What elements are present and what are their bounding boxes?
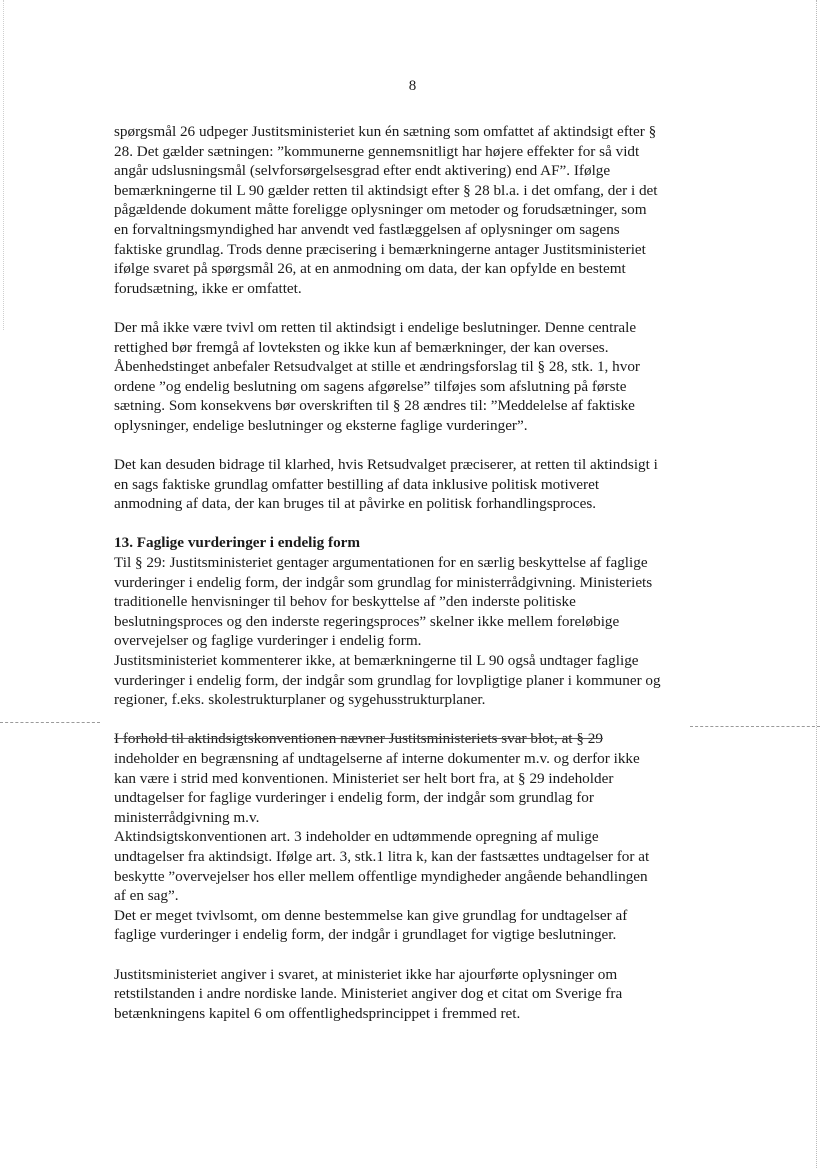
text-line: angår udslusningsmål (selvforsørgelsesgrad efter endt aktivering) end AF”. Ifølge [114,162,611,180]
text-line: ordene ”og endelig beslutning om sagens afgørelse” tilføjes som afslutning på første [114,377,627,395]
text-line: sætning. Som konsekvens bør overskriften til § 28 ændres til: ”Meddelelse af faktiske [114,397,635,415]
text-line: Aktindsigtskonventionen art. 3 indeholder en udtømmende opregning af mulige [114,828,599,846]
text-line: ifølge svaret på spørgsmål 26, at en anmodning om data, der kan opfylde en bestemt [114,260,626,278]
text-line: undtagelser for faglige vurderinger i endelig form, der indgår som grundlag for [114,789,594,807]
text-line: af en sag”. [114,887,179,905]
text-line: Der må ikke være tvivl om retten til aktindsigt i endelige beslutninger. Denne centrale [114,318,637,336]
paragraph-5 [114,729,714,945]
text-line: 28. Det gælder sætningen: ”kommunerne gennemsnitligt har højere effekter for så vidt [114,142,640,160]
text-line: Justitsministeriet kommenterer ikke, at bemærkningerne til L 90 også undtager faglige [114,652,639,670]
section-13 [114,533,714,709]
text-line: Det kan desuden bidrage til klarhed, hvis Retsudvalget præciserer, at retten til aktindsigt i [114,456,658,474]
text-line: Til § 29: Justitsministeriet gentager argumentationen for en særlig beskyttelse af faglige [114,554,648,572]
text-line: traditionelle henvisninger til behov for beskyttelse af ”den inderste politiske [114,593,576,611]
text-line: pågældende dokument måtte foreligge oplysninger om metoder og forudsætninger, som [114,201,647,219]
scan-edge-left [3,0,5,330]
text-line: retstilstanden i andre nordiske lande. Ministeriet angiver dog et citat om Sverige fra [114,985,623,1003]
text-line: regioner, f.eks. skolestrukturplaner og sygehusstrukturplaner. [114,691,486,709]
text-line: betænkningens kapitel 6 om offentlighedsprincippet i fremmed ret. [114,1004,521,1022]
text-line: bemærkningerne til L 90 gælder retten til aktindsigt efter § 28 bl.a. i det omfang, der i det [114,181,658,199]
page-number: 8 [408,78,417,94]
text-line: en sags faktiske grundlag omfatter bestilling af data inklusive politisk motiveret [114,475,600,493]
text-line: en forvaltningsmyndighed har anvendt ved fastlæggelsen af oplysninger om sagens [114,220,620,238]
section-heading: 13. Faglige vurderinger i endelig form [114,534,361,552]
text-line: undtagelser fra aktindsigt. Ifølge art. 3, stk.1 litra k, kan der fastsættes undtagelser for at [114,847,650,865]
text-line: Åbenhedstinget anbefaler Retsudvalget at stille et ændringsforslag til § 28, stk. 1, hvor [114,358,640,376]
paragraph-1 [114,122,714,298]
text-line: rettighed bør fremgå af lovteksten og ikke kun af bemærkninger, der kan overses. [114,338,609,356]
text-line: oplysninger, endelige beslutninger og eksterne faglige vurderinger”. [114,416,528,434]
text-line: indeholder en begrænsning af undtagelserne af interne dokumenter m.v. og derfor ikke [114,750,640,767]
paragraph-6 [114,965,714,1024]
fold-line-left [0,722,100,723]
text-line: spørgsmål 26 udpeger Justitsministeriet kun én sætning som omfattet af aktindsigt efter § [114,123,657,140]
text-line: faktiske grundlag. Trods denne præcisering i bemærkningerne antager Justitsministeriet [114,240,646,258]
text-line: Det er meget tvivlsomt, om denne bestemmelse kan give grundlag for undtagelser af [114,906,628,924]
text-line: forudsætning, ikke er omfattet. [114,279,302,297]
text-line: Justitsministeriet angiver i svaret, at ministeriet ikke har ajourførte oplysninger om [114,965,618,983]
text-line: beskytte ”overvejelser hos eller mellem offentlige myndigheder angående behandlingen [114,867,648,885]
text-line: kan være i strid med konventionen. Ministeriet ser helt bort fra, at § 29 indeholder [114,769,614,787]
text-line: beslutningsproces og den inderste regeringsproces” skelner ikke mellem foreløbige [114,612,620,630]
paragraph-2 [114,318,714,436]
text-line: I forhold til aktindsigtskonventionen nævner Justitsministeriets svar blot, at § 29 [114,730,603,748]
text-line: anmodning af data, der kan bruges til at påvirke en politisk forhandlingsproces. [114,495,597,513]
paragraph-3 [114,455,714,514]
scan-edge-right [816,0,819,1168]
text-line: vurderinger i endelig form, der indgår som grundlag for ministerrådgivning. Ministeriets [114,573,653,591]
document-body [114,122,714,1043]
text-line: ministerrådgivning m.v. [114,808,260,826]
text-line: overvejelser og faglige vurderinger i endelig form. [114,632,422,650]
text-line: vurderinger i endelig form, der indgår som grundlag for lovpligtige planer i kommuner og [114,671,661,689]
text-line: faglige vurderinger i endelig form, der indgår i grundlaget for vigtige beslutninger. [114,926,617,944]
